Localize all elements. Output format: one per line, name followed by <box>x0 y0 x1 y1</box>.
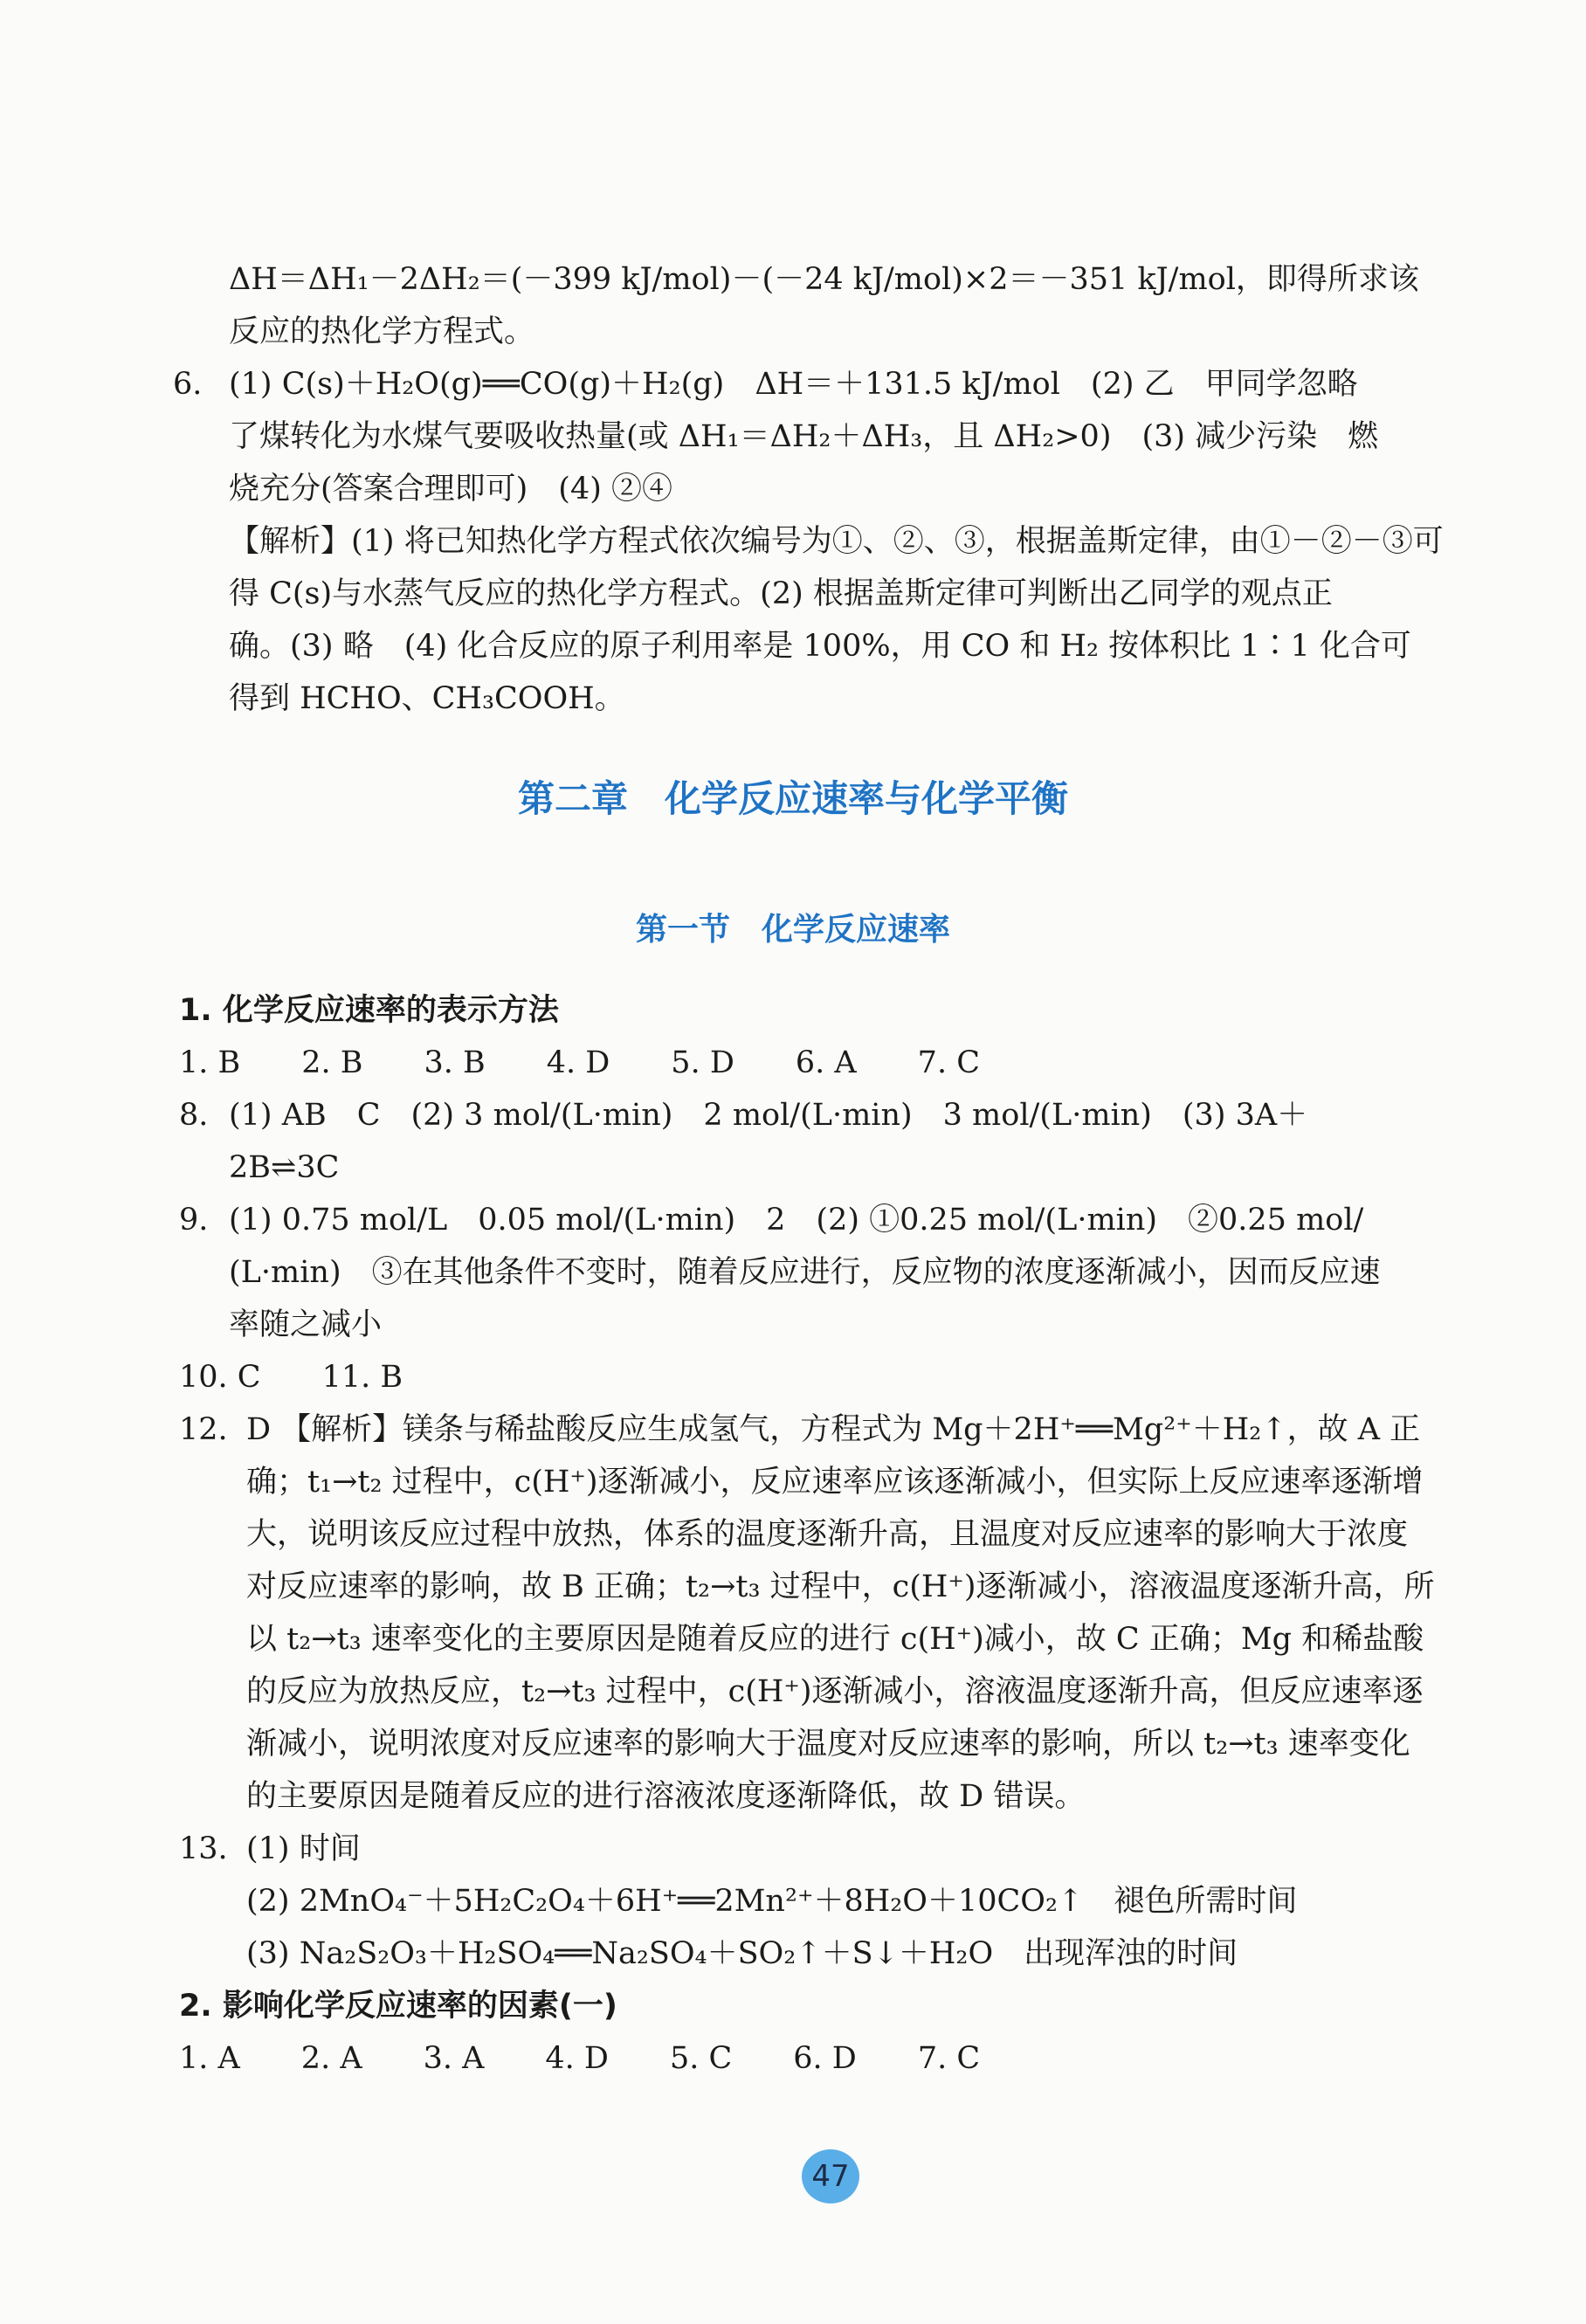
q13-line: (2) 2MnO₄⁻＋5H₂C₂O₄＋6H⁺══2Mn²⁺＋8H₂O＋10CO₂↑ 褪色所需时间 <box>246 1884 1298 1919</box>
question-number: 6. <box>173 367 203 402</box>
continuation-line: ΔH＝ΔH₁－2ΔH₂＝(－399 kJ/mol)－(－24 kJ/mol)×2＝－351 kJ/mol，即得所求该 <box>229 262 1419 297</box>
q12-line: 对反应速率的影响，故 B 正确；t₂→t₃ 过程中，c(H⁺)逐渐减小，溶液温度逐渐升高，所 <box>246 1569 1435 1604</box>
answer-row: 1. B 2. B 3. B 4. D 5. D 6. A 7. C <box>179 1045 980 1080</box>
q6-analysis-line: 【解析】(1) 将已知热化学方程式依次编号为①、②、③，根据盖斯定律，由①－②－③可 <box>229 524 1444 559</box>
q12-line: 渐减小，说明浓度对反应速率的影响大于温度对反应速率的影响，所以 t₂→t₃ 速率变化 <box>246 1727 1410 1762</box>
q13-line: (1) 时间 <box>246 1831 361 1866</box>
section-title: 第一节 化学反应速率 <box>635 912 950 948</box>
part-heading: 2. 影响化学反应速率的因素(一) <box>179 1989 617 2024</box>
q9-line: (1) 0.75 mol/L 0.05 mol/(L·min) 2 (2) ①0.25 mol/(L·min) ②0.25 mol/ <box>229 1203 1364 1238</box>
q6-line: 了煤转化为水煤气要吸收热量(或 ΔH₁＝ΔH₂＋ΔH₃，且 ΔH₂>0) (3) 减少污染 燃 <box>229 419 1379 454</box>
answer-row: 10. C 11. B <box>179 1360 403 1395</box>
q12-line: 以 t₂→t₃ 速率变化的主要原因是随着反应的进行 c(H⁺)减小，故 C 正确；Mg 和稀盐酸 <box>246 1622 1424 1657</box>
continuation-line: 反应的热化学方程式。 <box>229 314 535 349</box>
q12-line: 确；t₁→t₂ 过程中，c(H⁺)逐渐减小，反应速率应该逐渐减小，但实际上反应速率逐渐增 <box>246 1465 1424 1500</box>
chapter-title: 第二章 化学反应速率与化学平衡 <box>517 777 1068 820</box>
q6-line: (1) C(s)＋H₂O(g)══CO(g)＋H₂(g) ΔH＝＋131.5 kJ/mol (2) 乙 甲同学忽略 <box>229 367 1358 402</box>
q6-analysis-line: 得到 HCHO、CH₃COOH。 <box>229 681 625 716</box>
q6-analysis-line: 确。(3) 略 (4) 化合反应的原子利用率是 100%，用 CO 和 H₂ 按体积比 1∶1 化合可 <box>229 629 1411 664</box>
answer-row: 1. A 2. A 3. A 4. D 5. C 6. D 7. C <box>179 2041 981 2076</box>
question-number: 9. <box>179 1203 209 1238</box>
q6-line: 烧充分(答案合理即可) (4) ②④ <box>229 472 673 507</box>
q13-line: (3) Na₂S₂O₃＋H₂SO₄══Na₂SO₄＋SO₂↑＋S↓＋H₂O 出现浑浊的时间 <box>246 1936 1238 1971</box>
q12-line: 大，说明该反应过程中放热，体系的温度逐渐升高，且温度对反应速率的影响大于浓度 <box>246 1517 1409 1552</box>
q8-line: (1) AB C (2) 3 mol/(L·min) 2 mol/(L·min) 3 mol/(L·min) (3) 3A＋ <box>229 1098 1308 1133</box>
page-number-badge: 47 <box>802 2149 859 2203</box>
q12-line: 的主要原因是随着反应的进行溶液浓度逐渐降低，故 D 错误。 <box>246 1779 1086 1814</box>
question-number: 13. <box>179 1831 228 1866</box>
part-heading: 1. 化学反应速率的表示方法 <box>179 993 559 1028</box>
q9-line: (L·min) ③在其他条件不变时，随着反应进行，反应物的浓度逐渐减小，因而反应速 <box>229 1255 1381 1290</box>
question-number: 12. <box>179 1412 228 1447</box>
question-number: 8. <box>179 1098 209 1133</box>
q6-analysis-line: 得 C(s)与水蒸气反应的热化学方程式。(2) 根据盖斯定律可判断出乙同学的观点正 <box>229 576 1333 611</box>
q9-line: 率随之减小 <box>229 1307 383 1342</box>
q12-line: D 【解析】镁条与稀盐酸反应生成氢气，方程式为 Mg＋2H⁺══Mg²⁺＋H₂↑，故 A 正 <box>246 1412 1421 1447</box>
q12-line: 的反应为放热反应，t₂→t₃ 过程中，c(H⁺)逐渐减小，溶液温度逐渐升高，但反应速率逐 <box>246 1674 1424 1709</box>
q8-line: 2B⇌3C <box>229 1150 340 1185</box>
